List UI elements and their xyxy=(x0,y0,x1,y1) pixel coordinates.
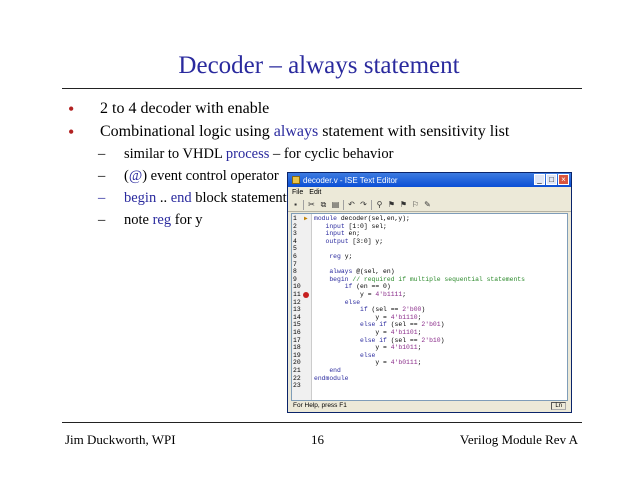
code-text: y = 4'b1011; xyxy=(314,344,422,352)
code-line[interactable] xyxy=(292,337,568,345)
footer-divider xyxy=(62,422,582,423)
code-line[interactable] xyxy=(292,245,568,253)
code-text: if (en == 0) xyxy=(344,283,391,291)
code-line[interactable] xyxy=(292,215,568,223)
toolbar-separator xyxy=(343,200,344,210)
window-controls xyxy=(534,174,569,185)
cut-icon[interactable]: ✂ xyxy=(308,200,315,209)
bullet-item xyxy=(64,123,584,146)
dash-icon: – xyxy=(98,146,106,162)
code-text: end xyxy=(329,367,341,374)
bullet-text: 2 to 4 decoder with enable xyxy=(100,100,270,117)
code-text: y = 4'b1111; xyxy=(314,291,407,298)
line-number: 6 xyxy=(293,253,297,260)
footer-author: Jim Duckworth, WPI xyxy=(65,432,176,447)
next-bookmark-icon[interactable]: ⚑ xyxy=(399,200,408,209)
find-icon[interactable]: ⚲ xyxy=(376,200,383,209)
dash-icon: – xyxy=(98,190,106,206)
line-number: 15 xyxy=(293,321,301,329)
subbullet-item xyxy=(64,146,584,168)
code-text: module decoder(sel,en,y); xyxy=(314,215,410,222)
subbullet-keyword: begin xyxy=(124,190,157,206)
code-line[interactable] xyxy=(292,382,568,390)
subbullet-keyword: @ xyxy=(128,168,143,184)
line-number: 19 xyxy=(293,351,301,359)
app-icon xyxy=(292,176,300,184)
line-number: 5 xyxy=(293,245,297,253)
code-line[interactable] xyxy=(292,299,568,307)
save-icon[interactable]: ▪ xyxy=(294,200,297,209)
bullet-text: statement with sensitivity list xyxy=(318,123,510,140)
line-number: 1 xyxy=(293,215,297,222)
bullet-dot-icon: • xyxy=(68,99,75,119)
subbullet-keyword: reg xyxy=(152,212,172,228)
toolbar-separator xyxy=(303,200,304,210)
breakpoint-icon[interactable] xyxy=(303,292,309,298)
close-button[interactable]: × xyxy=(558,174,569,185)
menu-bar xyxy=(288,187,571,198)
code-text: else xyxy=(344,298,361,306)
clear-bookmarks-icon[interactable]: ✎ xyxy=(424,200,431,209)
status-bar xyxy=(291,401,568,410)
code-text: reg y; xyxy=(329,253,353,260)
subbullet-text: block statement xyxy=(191,190,287,206)
code-line[interactable] xyxy=(292,321,568,329)
code-line[interactable] xyxy=(292,359,568,367)
maximize-button[interactable]: □ xyxy=(546,174,557,185)
code-text: else if (sel == 2'b10) xyxy=(360,336,445,344)
code-text: if (sel == 2'b00) xyxy=(360,306,426,314)
subbullet-keyword: process xyxy=(225,146,270,162)
editor-toolbar xyxy=(288,198,571,212)
line-number: 16 xyxy=(293,329,301,336)
footer-module: Verilog Module Rev A xyxy=(459,432,578,447)
code-line[interactable] xyxy=(292,375,568,383)
prev-bookmark-icon[interactable]: ⚐ xyxy=(411,200,420,209)
line-number: 13 xyxy=(293,306,301,314)
bullet-text: Combinational logic using xyxy=(100,123,274,140)
code-line[interactable] xyxy=(292,276,568,284)
code-line[interactable] xyxy=(292,253,568,261)
page-number: 16 xyxy=(311,432,324,447)
line-number: 11 xyxy=(293,291,301,298)
code-line[interactable] xyxy=(292,314,568,322)
subbullet-text: similar to VHDL xyxy=(124,146,226,162)
bullet-dot-icon: • xyxy=(68,122,75,142)
code-text: begin // required if multiple sequential statements xyxy=(329,275,525,283)
minimize-button[interactable]: _ xyxy=(534,174,545,185)
code-line[interactable] xyxy=(292,230,568,238)
code-line[interactable] xyxy=(292,306,568,314)
code-text: else if (sel == 2'b01) xyxy=(360,321,445,329)
dash-icon: – xyxy=(98,212,106,228)
status-text: For Help, press F1 xyxy=(293,402,347,409)
code-text: y = 4'b1101; xyxy=(314,329,422,336)
line-number: 7 xyxy=(293,260,297,268)
code-line[interactable] xyxy=(292,238,568,246)
window-title: decoder.v - ISE Text Editor xyxy=(303,175,398,185)
copy-icon[interactable]: ⧉ xyxy=(320,200,327,209)
code-line[interactable] xyxy=(292,367,568,375)
line-number: 18 xyxy=(293,344,301,352)
code-text: endmodule xyxy=(314,374,349,382)
line-number: 12 xyxy=(293,298,301,306)
code-line[interactable] xyxy=(292,261,568,269)
bullet-keyword: always xyxy=(273,123,319,140)
line-number: 21 xyxy=(293,367,301,374)
title-divider xyxy=(62,88,582,89)
line-number: 8 xyxy=(293,268,297,276)
code-text: output [3:0] y; xyxy=(325,237,384,245)
line-number: 9 xyxy=(293,275,297,283)
code-line[interactable] xyxy=(292,344,568,352)
subbullet-text: for y xyxy=(171,212,203,228)
line-number: 4 xyxy=(293,237,297,245)
subbullet-text: – for cyclic behavior xyxy=(269,146,394,162)
line-number: 3 xyxy=(293,230,297,238)
menu-edit[interactable]: Edit xyxy=(309,189,322,196)
code-line[interactable] xyxy=(292,329,568,337)
window-titlebar[interactable] xyxy=(288,173,571,187)
line-number: 20 xyxy=(293,359,301,367)
code-line[interactable] xyxy=(292,223,568,231)
code-line[interactable] xyxy=(292,352,568,360)
dash-icon: – xyxy=(98,168,106,184)
code-line[interactable] xyxy=(292,268,568,276)
current-line-arrow-icon: ▶ xyxy=(304,215,308,222)
line-number: 14 xyxy=(293,313,301,321)
subbullet-text: note xyxy=(124,212,153,228)
editor-window[interactable] xyxy=(287,172,572,413)
code-text: input en; xyxy=(325,230,361,238)
code-line[interactable] xyxy=(292,291,568,299)
toolbar-separator xyxy=(371,200,372,210)
menu-file[interactable]: File xyxy=(292,189,304,196)
code-text: y = 4'b0111; xyxy=(314,359,422,367)
status-indicator: Ln xyxy=(551,402,566,410)
line-number: 22 xyxy=(293,374,301,382)
bullet-item xyxy=(64,100,584,123)
code-line[interactable] xyxy=(292,283,568,291)
bookmark-icon[interactable]: ⚑ xyxy=(387,200,396,209)
code-text: y = 4'b1110; xyxy=(314,313,422,321)
slide-title: Decoder – always statement xyxy=(178,52,460,79)
redo-icon[interactable]: ↷ xyxy=(360,200,367,209)
code-text: always @(sel, en) xyxy=(329,268,395,276)
line-number: 23 xyxy=(293,382,301,390)
subbullet-text: .. xyxy=(156,190,171,206)
undo-icon[interactable]: ↶ xyxy=(348,200,355,209)
subbullet-text: ( xyxy=(124,168,129,184)
subbullet-keyword: end xyxy=(170,190,192,206)
paste-icon[interactable]: ▤ xyxy=(331,200,340,209)
line-number: 10 xyxy=(293,283,301,291)
code-text: input [1:0] sel; xyxy=(325,222,387,230)
line-number: 17 xyxy=(293,336,301,344)
code-text: else xyxy=(360,351,376,359)
code-editor[interactable] xyxy=(291,213,568,401)
line-number: 2 xyxy=(293,222,297,230)
subbullet-text: ) event control operator xyxy=(142,168,279,184)
